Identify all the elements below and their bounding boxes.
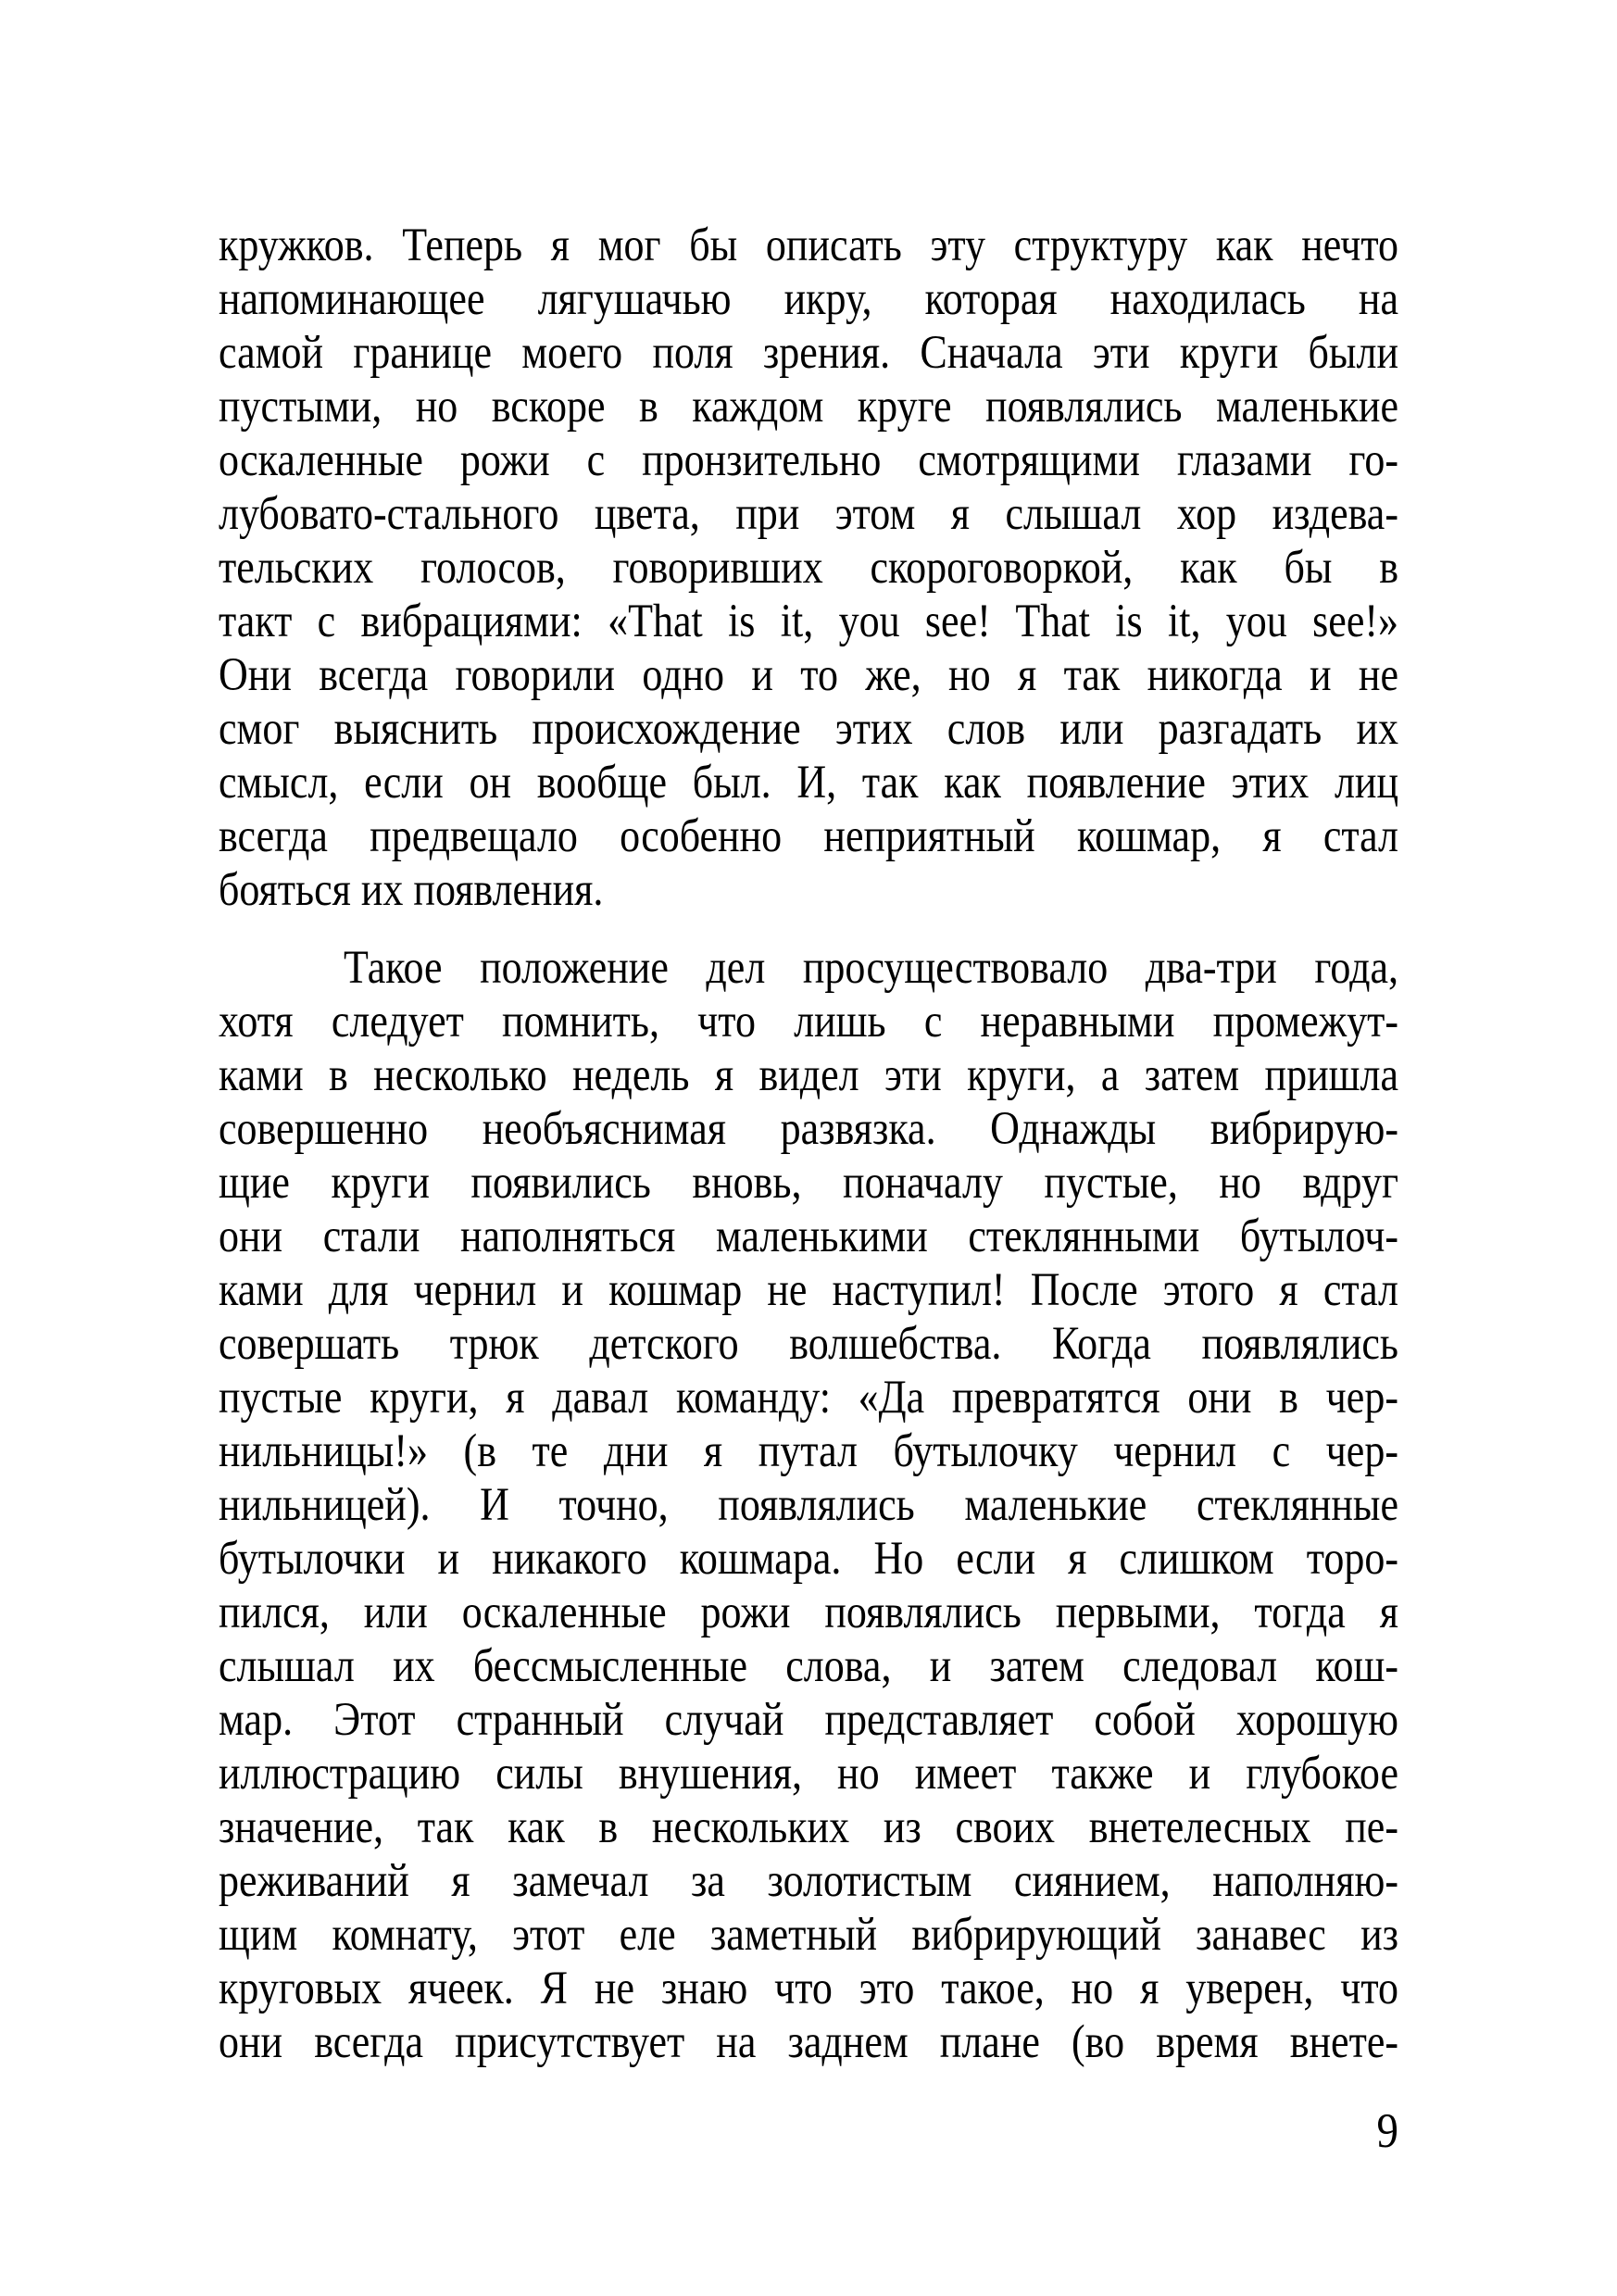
text-line: Такое положение дел просуществовало два-три года, [344, 941, 1398, 994]
text-line: напоминающее лягушачью икру, которая находилась на [219, 272, 1398, 325]
text-line: щим комнату, этот еле заметный вибрирующий занавес из [219, 1908, 1398, 1961]
text-line: хотя следует помнить, что лишь с неравными промежут- [219, 995, 1398, 1048]
text-line: бутылочки и никакого кошмара. Но если я слишком торо- [219, 1532, 1398, 1585]
text-line: лубовато-стального цвета, при этом я слышал хор издева- [219, 487, 1398, 540]
text-line: кружков. Теперь я мог бы описать эту структуру как нечто [219, 219, 1398, 271]
text-line: ками в несколько недель я видел эти круги, а затем пришла [219, 1048, 1398, 1101]
text-line: совершенно необъяснимая развязка. Однажды вибрирую- [219, 1102, 1398, 1155]
text-line: пустые круги, я давал команду: «Да превратятся они в чер- [219, 1371, 1398, 1424]
text-line: тельских голосов, говоривших скороговоркой, как бы в [219, 541, 1398, 594]
text-line: они всегда присутствует на заднем плане (во время внете- [219, 2015, 1398, 2068]
text-line: совершать трюк детского волшебства. Когда появлялись [219, 1317, 1398, 1370]
text-line: значение, так как в нескольких из своих внетелесных пе- [219, 1800, 1398, 1853]
text-line: такт с вибрациями: «That is it, you see! That is it, you see!» [219, 595, 1398, 647]
text-line: круговых ячеек. Я не знаю что это такое, но я уверен, что [219, 1962, 1398, 2014]
text-line: всегда предвещало особенно неприятный кошмар, я стал [219, 809, 1398, 862]
page-number: 9 [1376, 2103, 1398, 2159]
text-line: они стали наполняться маленькими стеклянными бутылоч- [219, 1210, 1398, 1262]
text-line: пустыми, но вскоре в каждом круге появлялись маленькие [219, 380, 1398, 433]
text-line: Они всегда говорили одно и то же, но я так никогда и не [219, 648, 1398, 701]
text-line: нильницей). И точно, появлялись маленькие стеклянные [219, 1478, 1398, 1531]
text-line: бояться их появления. [219, 863, 604, 916]
text-line: оскаленные рожи с пронзительно смотрящими глазами го- [219, 433, 1398, 486]
text-line: смог выяснить происхождение этих слов или разгадать их [219, 702, 1398, 755]
paragraph [219, 941, 1398, 2069]
text-line: мар. Этот странный случай представляет собой хорошую [219, 1693, 1398, 1746]
text-line: иллюстрацию силы внушения, но имеет также и глубокое [219, 1747, 1398, 1800]
text-line: ками для чернил и кошмар не наступил! После этого я стал [219, 1263, 1398, 1316]
text-line: самой границе моего поля зрения. Сначала эти круги были [219, 326, 1398, 379]
text-line: реживаний я замечал за золотистым сиянием, наполняю- [219, 1854, 1398, 1907]
text-line: щие круги появились вновь, поначалу пустые, но вдруг [219, 1156, 1398, 1209]
text-line: слышал их бессмысленные слова, и затем следовал кош- [219, 1639, 1398, 1692]
page-text [219, 219, 1398, 2069]
text-line: нильницы!» (в те дни я путал бутылочку чернил с чер- [219, 1424, 1398, 1477]
paragraph [219, 219, 1398, 917]
text-line: смысл, если он вообще был. И, так как появление этих лиц [219, 756, 1398, 809]
text-line: пился, или оскаленные рожи появлялись первыми, тогда я [219, 1586, 1398, 1638]
